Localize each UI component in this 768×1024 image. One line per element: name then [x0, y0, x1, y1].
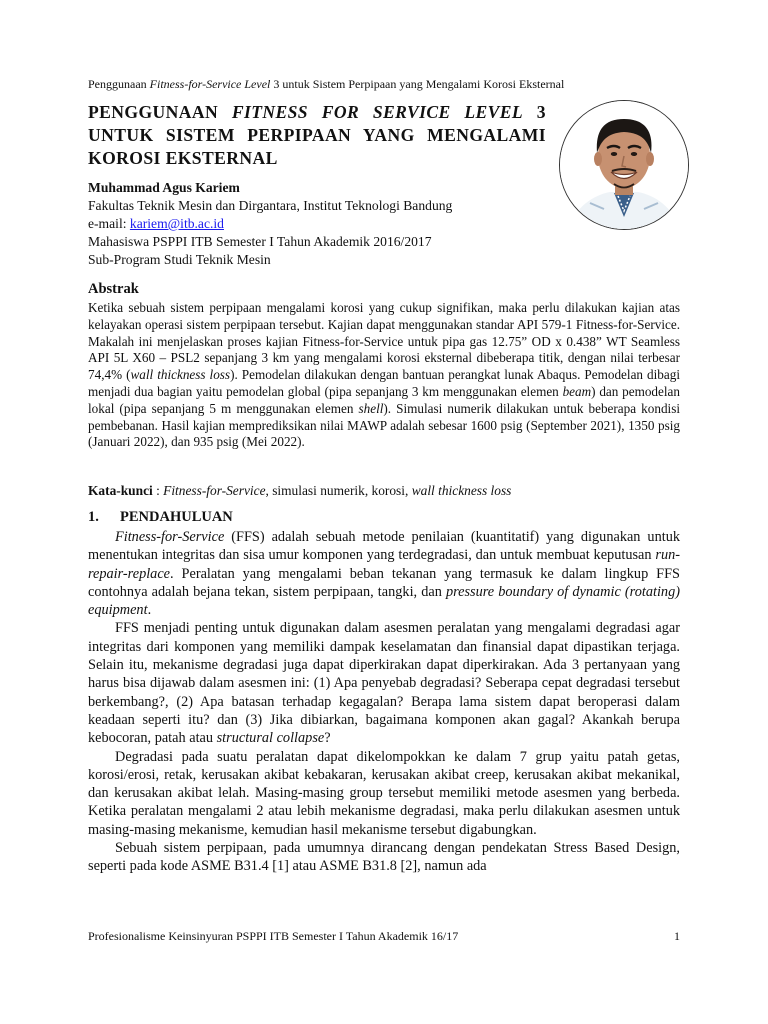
author-affiliation: Fakultas Teknik Mesin dan Dirgantara, Institut Teknologi Bandung	[88, 198, 453, 213]
abstract-italic: beam	[562, 383, 592, 399]
abstract-text	[88, 300, 680, 451]
author-portrait-image	[560, 101, 688, 229]
title-italic: FITNESS FOR SERVICE LEVEL	[231, 102, 524, 122]
running-header	[88, 77, 680, 91]
paragraph-segment: ?	[324, 730, 331, 747]
paragraph-segment: (FFS) adalah sebuah metode penilaian (kuantitatif) yang digunakan untuk menentukan integritas dan sisa umur komponen yang terdegradasi, dan untuk membuat keputusan	[88, 529, 680, 564]
header-italic-text: Fitness-for-Service Level	[149, 77, 271, 91]
author-info	[88, 179, 548, 269]
keywords-separator: :	[152, 483, 164, 498]
title-part: PENGGUNAAN	[88, 102, 232, 122]
paper-title	[88, 101, 546, 170]
abstract-segment: ). Pemodelan dilakukan dengan bantuan perangkat lunak Abaqus. Pemodelan dibagi menjadi dua bagian yaitu pemodelan global (pipa sepanjang 3 km menggunakan elemen	[88, 367, 680, 399]
header-text-end: 3 untuk Sistem Perpipaan yang Mengalami Korosi Eksternal	[270, 77, 565, 91]
italic-term: pressure boundary of dynamic (rotating) equipment	[88, 583, 680, 619]
italic-term: run-repair-replace	[88, 547, 680, 582]
page-number: 1	[674, 929, 680, 943]
paper-page	[88, 0, 680, 1024]
author-photo	[559, 100, 689, 230]
author-program: Mahasiswa PSPPI ITB Semester I Tahun Akademik 2016/2017	[88, 234, 432, 249]
footer-text: Profesionalisme Keinsinyuran PSPPI ITB Semester I Tahun Akademik 16/17	[88, 929, 459, 943]
email-link[interactable]: kariem@itb.ac.id	[129, 216, 224, 231]
keywords-text: , simulasi numerik, korosi,	[265, 483, 412, 498]
author-subprogram: Sub-Program Studi Teknik Mesin	[88, 252, 271, 267]
email-label: e-mail:	[88, 216, 130, 231]
intro-section-heading	[88, 508, 233, 526]
italic-term: structural collapse	[216, 730, 325, 747]
paragraph	[88, 619, 680, 747]
abstract-segment: Ketika sebuah sistem perpipaan mengalami korosi yang cukup signifikan, maka perlu dilakukan kajian atas kelayakan operasi sistem perpipaan tersebut. Kajian dapat menggunakan standar API 579-1 Fitness-for-Service. Makalah ini menjelaskan proses kajian Fitness-for-Service untuk pipa gas 12.75” OD x 0.438” WT Seamless API 5L X60 – PSL2 sepanjang 3 km yang mengalami korosi eksternal dibeberapa titik, dengan nilai terbesar 74,4% (	[88, 300, 680, 383]
abstract-segment: ) dan pemodelan lokal (pipa sepanjang 5 m menggunakan elemen	[88, 383, 680, 416]
title-part-end: 3 UNTUK SISTEM PERPIPAAN YANG MENGALAMI KOROSI EKSTERNAL	[88, 102, 546, 168]
abstract-heading: Abstrak	[88, 281, 139, 297]
abstract-segment: ). Simulasi numerik dilakukan untuk beberapa kondisi pembebanan. Hasil kajian memprediksikan nilai MAWP adalah sebesar 1600 psig (September 2021), 1350 psig (Januari 2022), dan 935 psig (Mei 2022).	[88, 400, 680, 450]
paragraph-segment: . Peralatan yang mengalami beban tekanan yang termasuk ke dalam lingkup FFS contohnya adalah bejana tekan, sistem perpipaan, tangki, dan	[88, 565, 680, 600]
abstract-italic: shell	[358, 400, 384, 416]
keyword: Fitness-for-Service	[163, 483, 266, 498]
paragraph-segment: .	[147, 602, 152, 619]
abstract-italic: wall thickness loss	[130, 367, 231, 383]
author-name: Muhammad Agus Kariem	[88, 180, 240, 195]
paragraph: Degradasi pada suatu peralatan dapat dikelompokkan ke dalam 7 grup yaitu patah getas, korosi/erosi, retak, kerusakan akibat kebakaran, kerusakan akibat creep, kerusakan akibat mekanikal, dan kerusakan akibat lelah. Masing-masing group tersebut memiliki metode asesmen yang berbeda. Ketika peralatan mengalami 2 atau lebih mekanisme degradasi, maka perlu dilakukan asesmen untuk masing-masing mekanisme, kemudian hasil mekanisme tersebut digabungkan.	[88, 748, 680, 838]
keywords	[88, 482, 680, 499]
intro-body	[88, 528, 680, 876]
section-title: PENDAHULUAN	[120, 509, 233, 525]
paragraph	[88, 528, 680, 619]
keyword: wall thickness loss	[411, 483, 512, 498]
page-footer	[88, 929, 680, 943]
keywords-label: Kata-kunci	[88, 483, 153, 498]
section-number: 1.	[88, 509, 99, 525]
paragraph-segment: FFS menjadi penting untuk digunakan dalam asesmen peralatan yang mengalami degradasi agar integritas dari komponen yang memiliki dampak keselamatan dan finansial dapat dipastikan terjaga. Selain itu, mekanisme degradasi juga dapat diperkirakan dapat diperkirakan. Ada 3 pertanyaan yang harus bisa dijawab dalam asesmen ini: (1) Apa penyebab degradasi? Seberapa cepat degradasi tersebut berkembang?, (2) Apa batasan terhadap kegagalan? Berapa lama sistem dapat beroperasi dalam keadaan seperti itu? dan (3) Jika dibiarkan, bagaimana komponen akan gagal? Akankah berupa kebocoran, patah atau	[88, 620, 680, 747]
paragraph: Sebuah sistem perpipaan, pada umumnya dirancang dengan pendekatan Stress Based Design, seperti pada kode ASME B31.4 [1] atau ASME B31.8 [2], namun ada	[88, 840, 680, 875]
header-text: Penggunaan	[88, 77, 150, 91]
author-email-line	[88, 215, 548, 233]
italic-term: Fitness-for-Service	[115, 529, 225, 545]
